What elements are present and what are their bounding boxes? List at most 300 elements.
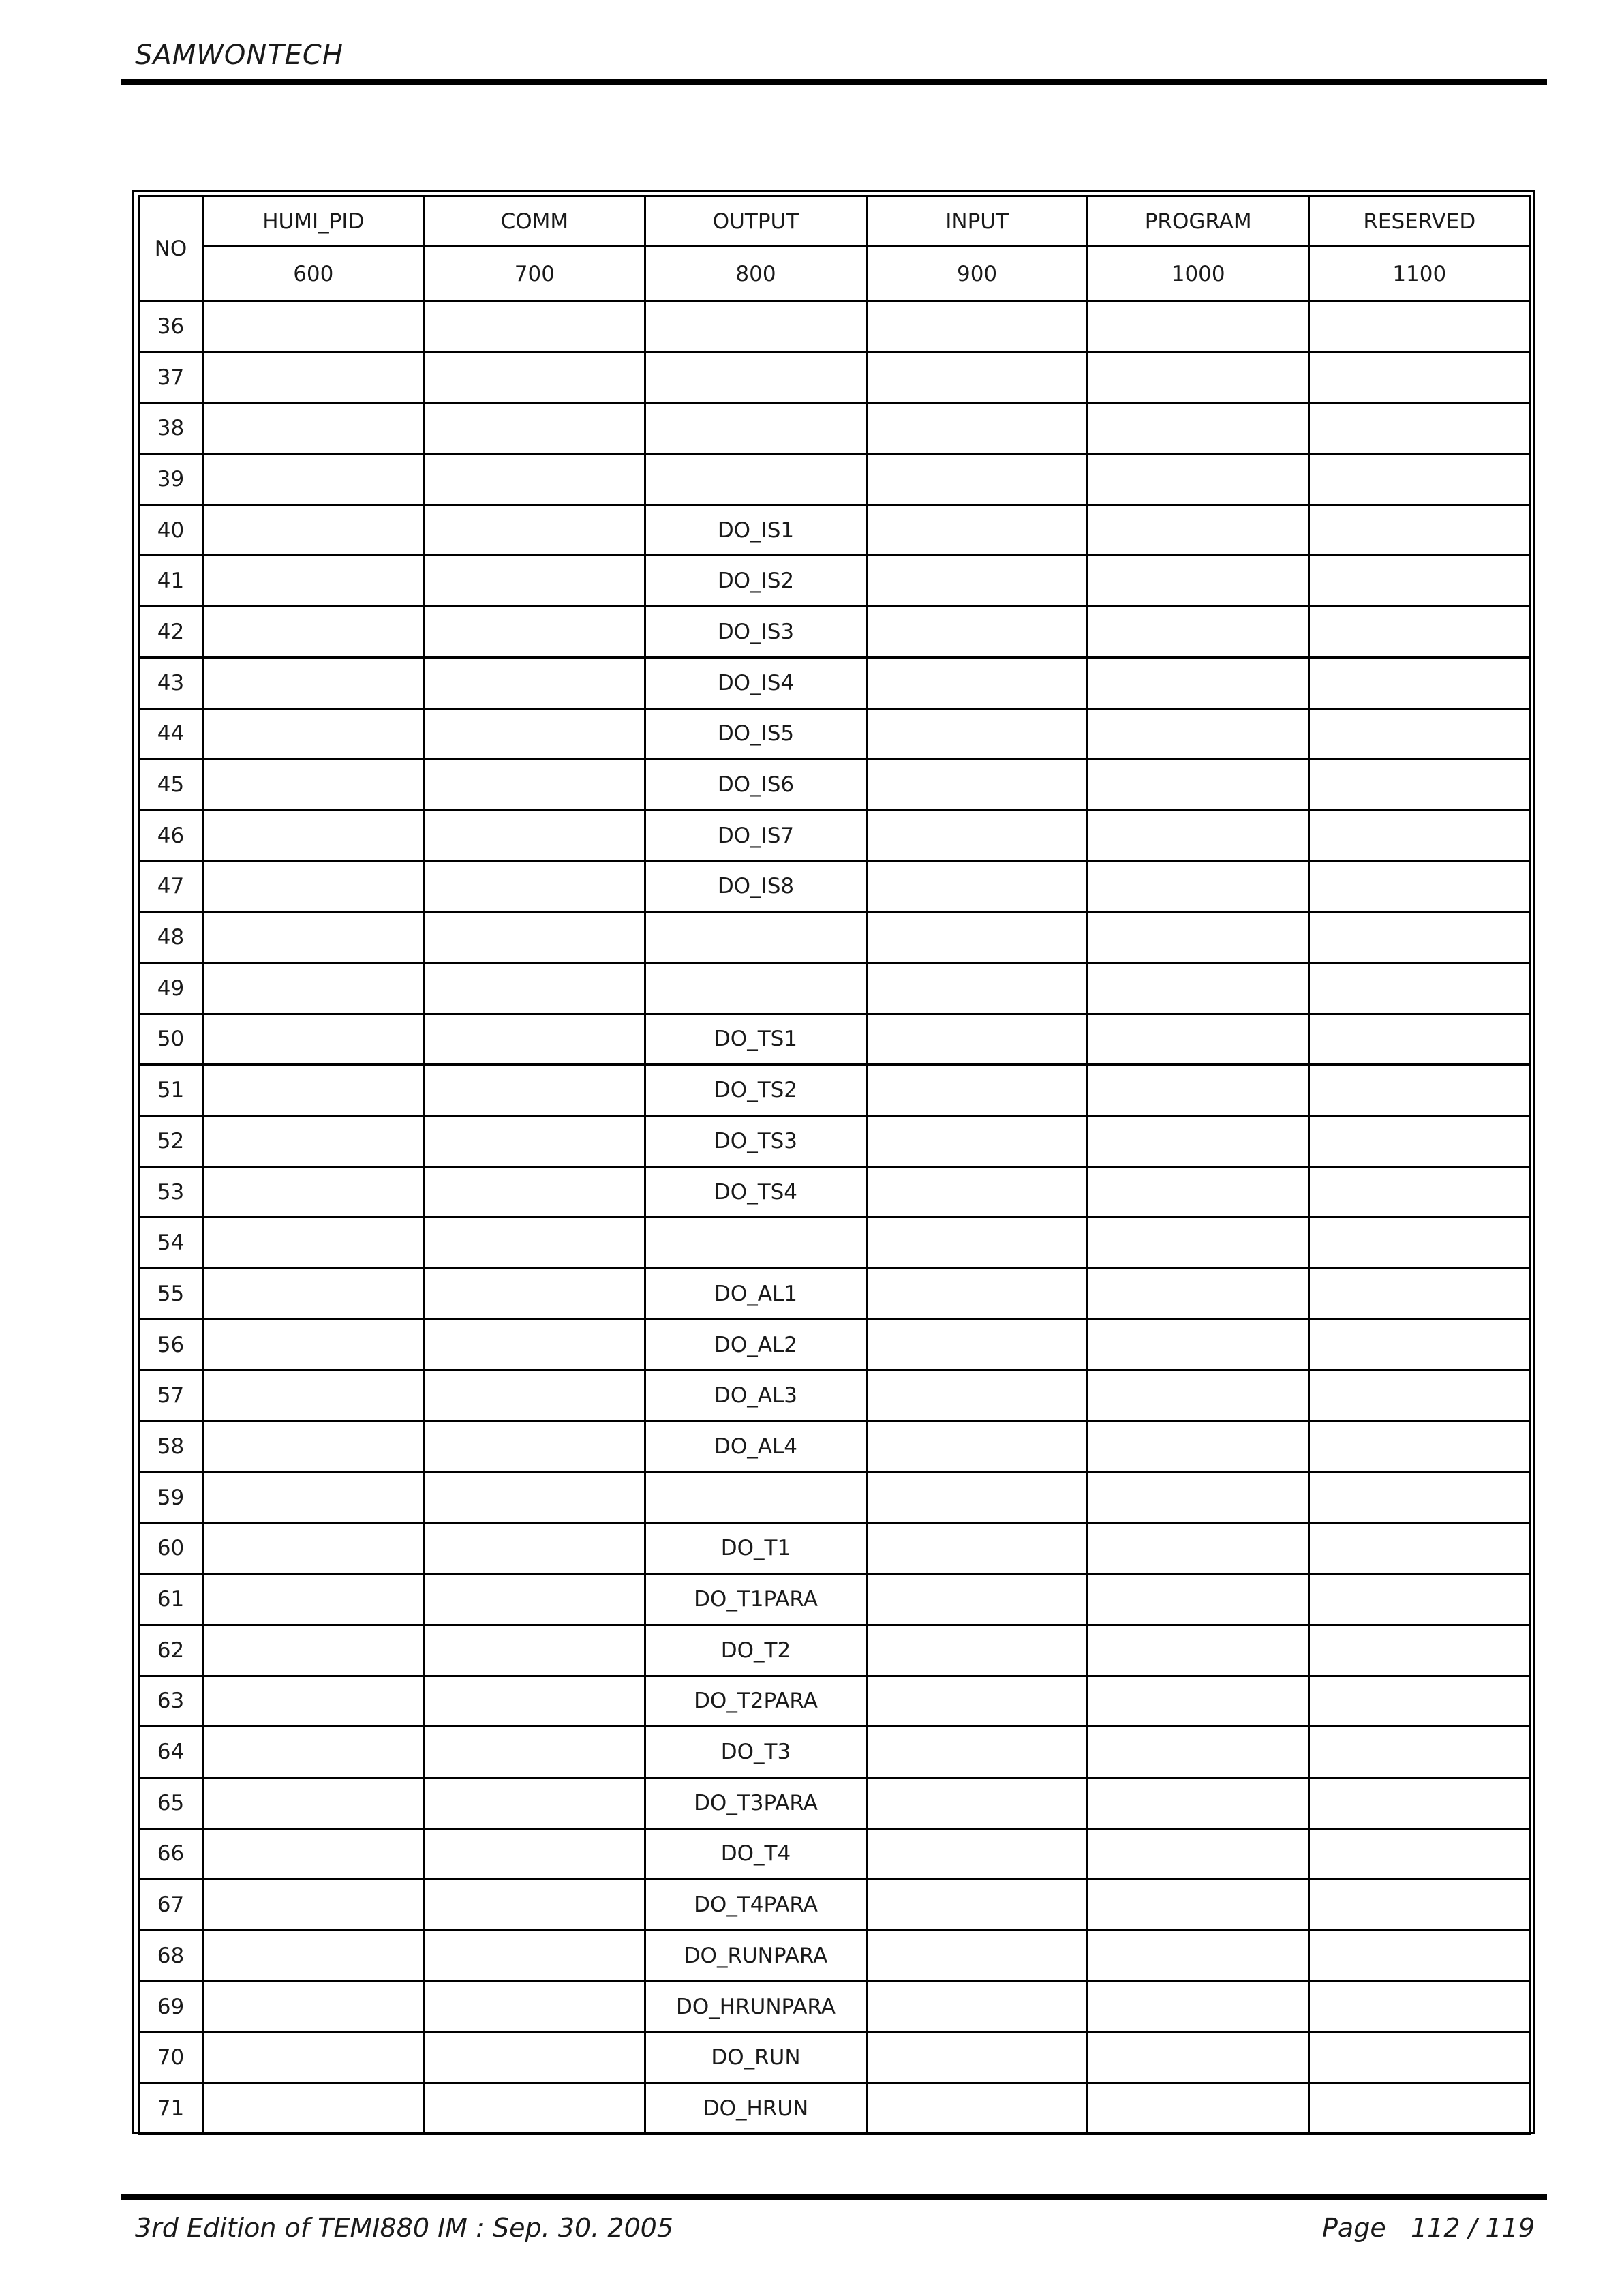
table-cell [203,1014,425,1065]
table-cell [1088,454,1309,505]
table-cell [203,1166,425,1218]
table-cell [1309,1676,1530,1727]
column-code: 600 [203,247,425,301]
row-number: 54 [139,1218,203,1269]
table-row [139,1777,1531,1828]
row-number: 56 [139,1319,203,1370]
table-cell [866,1166,1088,1218]
table-row [139,1828,1531,1879]
table-cell [1309,1574,1530,1625]
table-cell: DO_IS8 [645,861,867,912]
column-name: COMM [424,196,645,247]
table-row [139,1574,1531,1625]
table-cell [424,556,645,607]
table-cell [1309,1472,1530,1523]
table-cell [1088,1014,1309,1065]
row-number: 70 [139,2032,203,2083]
table-cell [866,2032,1088,2083]
column-name: HUMI_PID [203,196,425,247]
table-cell: DO_TS1 [645,1014,867,1065]
table-cell: DO_TS3 [645,1116,867,1167]
row-number: 44 [139,708,203,759]
table-cell [424,1727,645,1778]
table-cell [866,556,1088,607]
table-cell [203,759,425,811]
table-cell [424,1116,645,1167]
table-cell [203,1370,425,1421]
row-number: 53 [139,1166,203,1218]
table-cell [866,454,1088,505]
row-number: 52 [139,1116,203,1167]
table-cell [1088,301,1309,352]
row-number: 57 [139,1370,203,1421]
table-row [139,1981,1531,2032]
table-cell [203,912,425,963]
table-cell [1309,403,1530,454]
document-header-title: SAMWONTECH [135,40,343,71]
row-number: 71 [139,2083,203,2134]
table-cell [424,352,645,403]
table-cell [866,1574,1088,1625]
table-row [139,1065,1531,1116]
table-row [139,1472,1531,1523]
row-number: 58 [139,1421,203,1472]
table-cell [645,301,867,352]
table-cell [1309,810,1530,861]
table-row [139,1370,1531,1421]
table-cell [203,1218,425,1269]
column-code: 1000 [1088,247,1309,301]
row-number: 37 [139,352,203,403]
row-number: 43 [139,657,203,708]
table-cell: DO_IS1 [645,504,867,556]
table-cell [1309,504,1530,556]
table-cell [645,1472,867,1523]
table-cell [1309,454,1530,505]
table-cell [1088,1269,1309,1320]
table-cell [424,963,645,1014]
table-cell [866,1777,1088,1828]
table-cell: DO_AL1 [645,1269,867,1320]
table-cell [1309,1523,1530,1574]
row-number: 38 [139,403,203,454]
table-cell [424,1218,645,1269]
footer-divider [121,2194,1547,2200]
table-cell [1088,861,1309,912]
table-cell [866,657,1088,708]
table-cell [1309,1014,1530,1065]
table-row [139,912,1531,963]
table-cell [203,607,425,658]
table-cell [1088,1625,1309,1676]
table-cell: DO_T2PARA [645,1676,867,1727]
column-name: RESERVED [1309,196,1530,247]
header-divider [121,79,1547,85]
table-cell [1309,1421,1530,1472]
table-cell [645,352,867,403]
table-cell [203,1931,425,1982]
table-row [139,1727,1531,1778]
table-cell [1309,2083,1530,2134]
table-cell [866,1319,1088,1370]
table-cell [866,759,1088,811]
table-row [139,1218,1531,1269]
table-cell [203,504,425,556]
table-row [139,301,1531,352]
row-number: 47 [139,861,203,912]
table-cell [1309,607,1530,658]
table-cell [424,1931,645,1982]
table-cell [866,1218,1088,1269]
table-cell [1309,1116,1530,1167]
table-cell [645,454,867,505]
table-row [139,1625,1531,1676]
table-cell: DO_AL2 [645,1319,867,1370]
table-cell [866,1931,1088,1982]
column-name: INPUT [866,196,1088,247]
table-cell [424,1676,645,1727]
table-cell [1309,759,1530,811]
table-cell [203,403,425,454]
table-cell [424,657,645,708]
table-cell [1088,1879,1309,1931]
header-no: NO [139,196,203,301]
table-cell [424,403,645,454]
table-cell [866,1014,1088,1065]
table-cell [424,1625,645,1676]
table-cell [1309,556,1530,607]
table-cell: DO_T1PARA [645,1574,867,1625]
table-cell [866,912,1088,963]
table-cell: DO_AL3 [645,1370,867,1421]
row-number: 51 [139,1065,203,1116]
table-row [139,1116,1531,1167]
table-cell: DO_IS4 [645,657,867,708]
table-cell [866,2083,1088,2134]
table-cell [424,1828,645,1879]
table-row [139,963,1531,1014]
table-cell [203,810,425,861]
table-cell [1088,1319,1309,1370]
table-cell [203,861,425,912]
table-cell [424,759,645,811]
table-cell [1309,1777,1530,1828]
table-cell [203,1523,425,1574]
table-cell [1088,504,1309,556]
table-cell [203,1065,425,1116]
table-cell [866,1981,1088,2032]
table-cell: DO_T4 [645,1828,867,1879]
table-cell [424,1472,645,1523]
table-cell [424,504,645,556]
table-row [139,1879,1531,1931]
table-cell [1088,810,1309,861]
table-row [139,861,1531,912]
table-cell [424,2083,645,2134]
table-row [139,1676,1531,1727]
column-code: 1100 [1309,247,1530,301]
table-cell [424,301,645,352]
table-cell [866,1879,1088,1931]
table-cell [203,1116,425,1167]
table-cell [1309,352,1530,403]
row-number: 62 [139,1625,203,1676]
table-cell [1309,1166,1530,1218]
table-cell [1088,1676,1309,1727]
footer-edition: 3rd Edition of TEMI880 IM : Sep. 30. 2005 [135,2213,674,2243]
table-cell [645,403,867,454]
table-cell [866,1065,1088,1116]
table-cell [1088,2083,1309,2134]
row-number: 50 [139,1014,203,1065]
table-row [139,607,1531,658]
table-row [139,454,1531,505]
table-row [139,2083,1531,2134]
table-row [139,403,1531,454]
column-code: 700 [424,247,645,301]
table-cell [203,2083,425,2134]
table-cell [866,504,1088,556]
table-cell [866,1421,1088,1472]
table-cell [1309,657,1530,708]
table-cell [203,708,425,759]
table-cell [424,1014,645,1065]
table-cell [1309,1370,1530,1421]
table-row [139,352,1531,403]
row-number: 66 [139,1828,203,1879]
table-cell [1309,1879,1530,1931]
table-cell: DO_TS4 [645,1166,867,1218]
column-name: PROGRAM [1088,196,1309,247]
table-row [139,810,1531,861]
table-cell [203,2032,425,2083]
row-number: 42 [139,607,203,658]
table-cell [424,1981,645,2032]
table-cell: DO_HRUNPARA [645,1981,867,2032]
table-cell [203,454,425,505]
table-row [139,504,1531,556]
row-number: 40 [139,504,203,556]
table-cell [1088,759,1309,811]
row-number: 65 [139,1777,203,1828]
table-cell [866,1370,1088,1421]
table-cell [203,1319,425,1370]
table-cell [1088,556,1309,607]
register-table [138,195,1531,2135]
table-cell: DO_IS5 [645,708,867,759]
table-cell [866,1828,1088,1879]
table-row [139,1319,1531,1370]
table-cell [424,810,645,861]
table-cell [1309,708,1530,759]
table-cell [645,1218,867,1269]
table-cell [424,708,645,759]
table-cell [1088,1777,1309,1828]
row-number: 49 [139,963,203,1014]
table-cell [1088,1727,1309,1778]
table-cell [203,1574,425,1625]
table-cell [203,301,425,352]
table-cell: DO_IS3 [645,607,867,658]
column-code-row [139,247,1531,301]
page-number: 112 / 119 [1410,2213,1535,2243]
table-cell: DO_T1 [645,1523,867,1574]
table-cell [866,1727,1088,1778]
table-row [139,2032,1531,2083]
table-cell [1088,912,1309,963]
table-cell [203,1421,425,1472]
table-row [139,1014,1531,1065]
row-number: 36 [139,301,203,352]
table-cell [866,1269,1088,1320]
row-number: 55 [139,1269,203,1320]
table-cell [1309,861,1530,912]
table-cell [1088,1523,1309,1574]
table-cell [866,301,1088,352]
table-cell [1088,1421,1309,1472]
table-cell [424,1065,645,1116]
table-cell [1088,1828,1309,1879]
column-code: 800 [645,247,867,301]
table-cell [203,1828,425,1879]
table-cell [1309,1319,1530,1370]
table-cell [424,2032,645,2083]
table-cell [424,861,645,912]
table-row [139,708,1531,759]
row-number: 59 [139,1472,203,1523]
table-cell [424,1574,645,1625]
column-name-row [139,196,1531,247]
table-cell [424,1879,645,1931]
table-cell [203,963,425,1014]
table-cell: DO_TS2 [645,1065,867,1116]
table-row [139,1166,1531,1218]
table-cell [1088,1981,1309,2032]
table-row [139,1523,1531,1574]
table-cell: DO_AL4 [645,1421,867,1472]
table-cell [1309,1065,1530,1116]
table-cell [203,1269,425,1320]
table-cell [1088,963,1309,1014]
table-cell [203,1777,425,1828]
table-cell [866,861,1088,912]
table-cell [1088,1574,1309,1625]
column-name: OUTPUT [645,196,867,247]
table-cell [1088,352,1309,403]
table-cell [1309,1727,1530,1778]
table-cell [424,607,645,658]
footer-page-info [1322,2213,1535,2243]
table-cell: DO_T4PARA [645,1879,867,1931]
table-cell [1088,607,1309,658]
table-cell [1088,708,1309,759]
table-cell [203,1472,425,1523]
table-cell [424,1269,645,1320]
table-cell [203,1981,425,2032]
table-cell [1309,1828,1530,1879]
table-cell [1088,1370,1309,1421]
table-cell [645,963,867,1014]
table-cell [424,454,645,505]
table-cell: DO_IS6 [645,759,867,811]
table-cell [866,403,1088,454]
row-number: 64 [139,1727,203,1778]
table-cell [866,1472,1088,1523]
table-cell [424,1166,645,1218]
row-number: 46 [139,810,203,861]
table-cell [866,352,1088,403]
table-cell [424,1421,645,1472]
table-cell [1309,1218,1530,1269]
table-cell: DO_IS7 [645,810,867,861]
table-cell [203,352,425,403]
row-number: 41 [139,556,203,607]
row-number: 63 [139,1676,203,1727]
table-cell [1309,1625,1530,1676]
table-cell [1309,2032,1530,2083]
table-cell [1088,1065,1309,1116]
row-number: 67 [139,1879,203,1931]
table-cell [645,912,867,963]
table-cell [203,1676,425,1727]
table-cell [866,708,1088,759]
column-code: 900 [866,247,1088,301]
table-cell [1088,403,1309,454]
table-cell [1088,1472,1309,1523]
table-cell [1088,1931,1309,1982]
table-cell [866,1625,1088,1676]
table-cell: DO_T2 [645,1625,867,1676]
table-cell [424,912,645,963]
table-cell [866,1676,1088,1727]
table-header [139,196,1531,301]
table-row [139,759,1531,811]
table-cell [1309,912,1530,963]
table-cell [203,556,425,607]
table-cell [1309,1981,1530,2032]
table-cell: DO_HRUN [645,2083,867,2134]
table-body [139,301,1531,2134]
table-cell [203,1625,425,1676]
table-cell [424,1777,645,1828]
table-row [139,1931,1531,1982]
table-cell [424,1523,645,1574]
row-number: 60 [139,1523,203,1574]
table-cell: DO_T3 [645,1727,867,1778]
table-cell [866,1116,1088,1167]
table-row [139,657,1531,708]
table-cell: DO_T3PARA [645,1777,867,1828]
row-number: 45 [139,759,203,811]
table-row [139,1269,1531,1320]
table-cell [1309,1931,1530,1982]
table-cell: DO_RUN [645,2032,867,2083]
table-cell [1088,1166,1309,1218]
page-label: Page [1322,2213,1386,2243]
table-cell [203,657,425,708]
table-cell [1088,1218,1309,1269]
row-number: 69 [139,1981,203,2032]
table-cell: DO_IS2 [645,556,867,607]
table-cell [1309,301,1530,352]
table-cell [866,1523,1088,1574]
table-cell [1088,2032,1309,2083]
table-cell [1088,657,1309,708]
table-cell [866,607,1088,658]
table-cell [203,1879,425,1931]
table-cell [1309,1269,1530,1320]
table-row [139,1421,1531,1472]
